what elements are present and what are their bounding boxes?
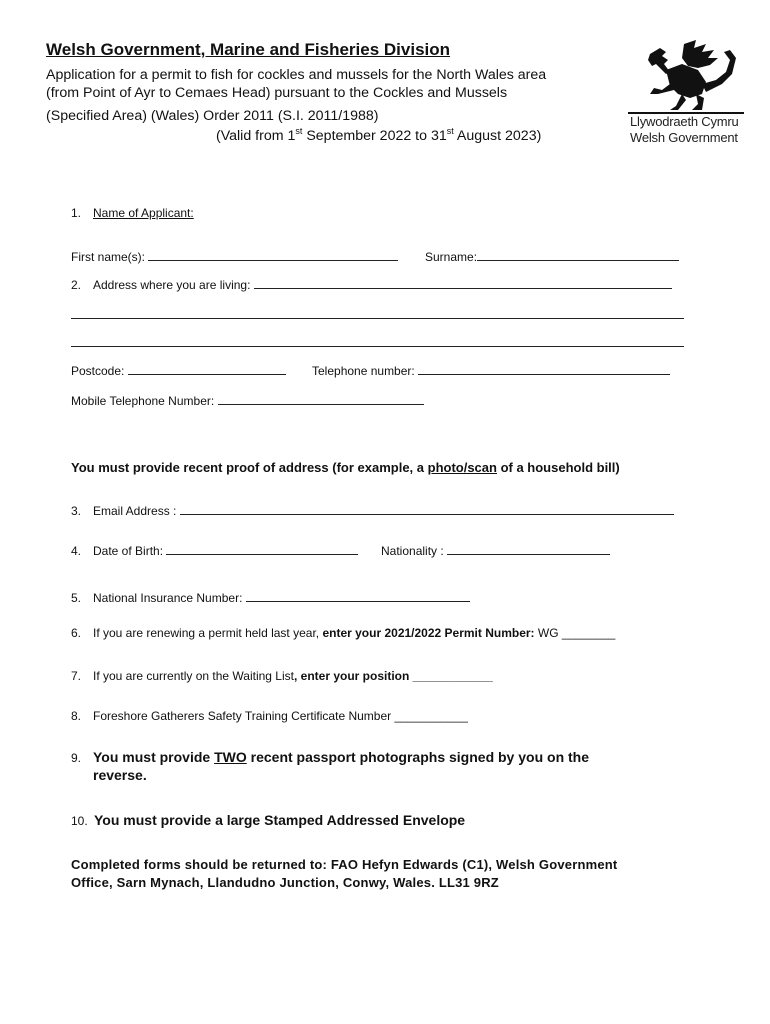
photos-text-c: reverse. xyxy=(93,767,147,783)
email-label: Email Address : xyxy=(93,504,177,518)
proof-text-b: of a household bill) xyxy=(496,460,620,475)
validity-period xyxy=(216,128,541,144)
question-number: 6. xyxy=(71,626,82,640)
question-number: 9. xyxy=(71,751,82,765)
logo-text-welsh: Llywodraeth Cymru xyxy=(630,114,739,129)
address-label: Address where you are living: xyxy=(93,278,251,292)
question-4 xyxy=(71,543,358,558)
address-field-line-2[interactable] xyxy=(71,318,684,319)
surname-field[interactable] xyxy=(477,249,679,261)
nationality-field[interactable] xyxy=(447,543,610,555)
question-10 xyxy=(71,812,465,830)
date-of-birth-label: Date of Birth: xyxy=(93,544,164,558)
question-8 xyxy=(71,709,468,723)
question-7 xyxy=(71,669,493,683)
question-1 xyxy=(71,206,194,220)
subtitle-line-1: Application for a permit to fish for cockles and mussels for the North Wales area xyxy=(46,67,547,83)
question-number: 8. xyxy=(71,709,82,723)
photos-text-a: You must provide xyxy=(93,749,215,765)
question-number: 3. xyxy=(71,504,82,518)
email-field[interactable] xyxy=(180,503,674,515)
validity-text-c: August 2023) xyxy=(453,128,542,144)
validity-text-a: (Valid from 1 xyxy=(216,128,296,144)
name-of-applicant-label: Name of Applicant: xyxy=(93,206,194,220)
validity-text-b: September 2022 to 31 xyxy=(302,128,447,144)
question-9 xyxy=(71,749,589,767)
mobile-label: Mobile Telephone Number: xyxy=(71,394,215,408)
question-number: 7. xyxy=(71,669,82,683)
nationality-label: Nationality : xyxy=(381,544,444,558)
question-number: 5. xyxy=(71,591,82,605)
subtitle-line-2: (from Point of Ayr to Cemaes Head) pursuant to the Cockles and Mussels xyxy=(46,85,508,101)
proof-of-address-notice xyxy=(71,460,620,475)
national-insurance-field[interactable] xyxy=(246,590,470,602)
address-field-line-1[interactable] xyxy=(254,277,672,289)
renewal-text: If you are renewing a permit held last year, xyxy=(93,626,323,640)
telephone-label: Telephone number: xyxy=(312,364,415,378)
nationality-row xyxy=(381,543,610,558)
mobile-row xyxy=(71,393,424,408)
postcode-field[interactable] xyxy=(128,363,286,375)
proof-photo-scan: photo/scan xyxy=(427,460,497,475)
return-address-line-1: Completed forms should be returned to: FAO Hefyn Edwards (C1), Welsh Government xyxy=(71,857,618,872)
validity-sup-1: st xyxy=(295,126,303,136)
postcode-label: Postcode: xyxy=(71,364,125,378)
question-number: 10. xyxy=(71,814,88,828)
logo-text-english: Welsh Government xyxy=(630,130,738,145)
surname-row xyxy=(425,249,679,264)
safety-certificate-field[interactable]: Foreshore Gatherers Safety Training Certificate Number ___________ xyxy=(93,709,468,723)
proof-text-a: You must provide recent proof of address (for example, a xyxy=(71,460,428,475)
first-name-row xyxy=(71,249,398,264)
national-insurance-label: National Insurance Number: xyxy=(93,591,243,605)
validity-sup-2: st xyxy=(446,126,454,136)
question-number: 4. xyxy=(71,544,82,558)
question-5 xyxy=(71,590,470,605)
telephone-row xyxy=(312,363,670,378)
mobile-field[interactable] xyxy=(218,393,424,405)
first-name-label: First name(s): xyxy=(71,250,146,264)
question-2 xyxy=(71,277,672,292)
waiting-list-position-field[interactable]: , enter your position ____________ xyxy=(293,669,493,683)
photos-text-two: TWO xyxy=(214,749,247,765)
surname-label: Surname: xyxy=(425,250,478,264)
photos-text-b: recent passport photographs signed by you on the xyxy=(246,749,590,765)
question-3 xyxy=(71,503,674,518)
waiting-list-text: If you are currently on the Waiting List xyxy=(93,669,294,683)
first-name-field[interactable] xyxy=(148,249,398,261)
date-of-birth-field[interactable] xyxy=(166,543,358,555)
envelope-requirement: You must provide a large Stamped Addressed Envelope xyxy=(94,812,466,828)
permit-number-field[interactable]: WG ________ xyxy=(534,626,616,640)
page-title: Welsh Government, Marine and Fisheries Division xyxy=(46,40,451,59)
question-number: 1. xyxy=(71,206,82,220)
address-field-line-3[interactable] xyxy=(71,346,684,347)
telephone-field[interactable] xyxy=(418,363,670,375)
subtitle-line-3: (Specified Area) (Wales) Order 2011 (S.I. 2011/1988) xyxy=(46,108,379,124)
question-number: 2. xyxy=(71,278,82,292)
permit-number-label: enter your 2021/2022 Permit Number: xyxy=(322,626,535,640)
question-6 xyxy=(71,626,615,640)
return-address-line-2: Office, Sarn Mynach, Llandudno Junction, Conwy, Wales. LL31 9RZ xyxy=(71,875,499,890)
postcode-row xyxy=(71,363,286,378)
